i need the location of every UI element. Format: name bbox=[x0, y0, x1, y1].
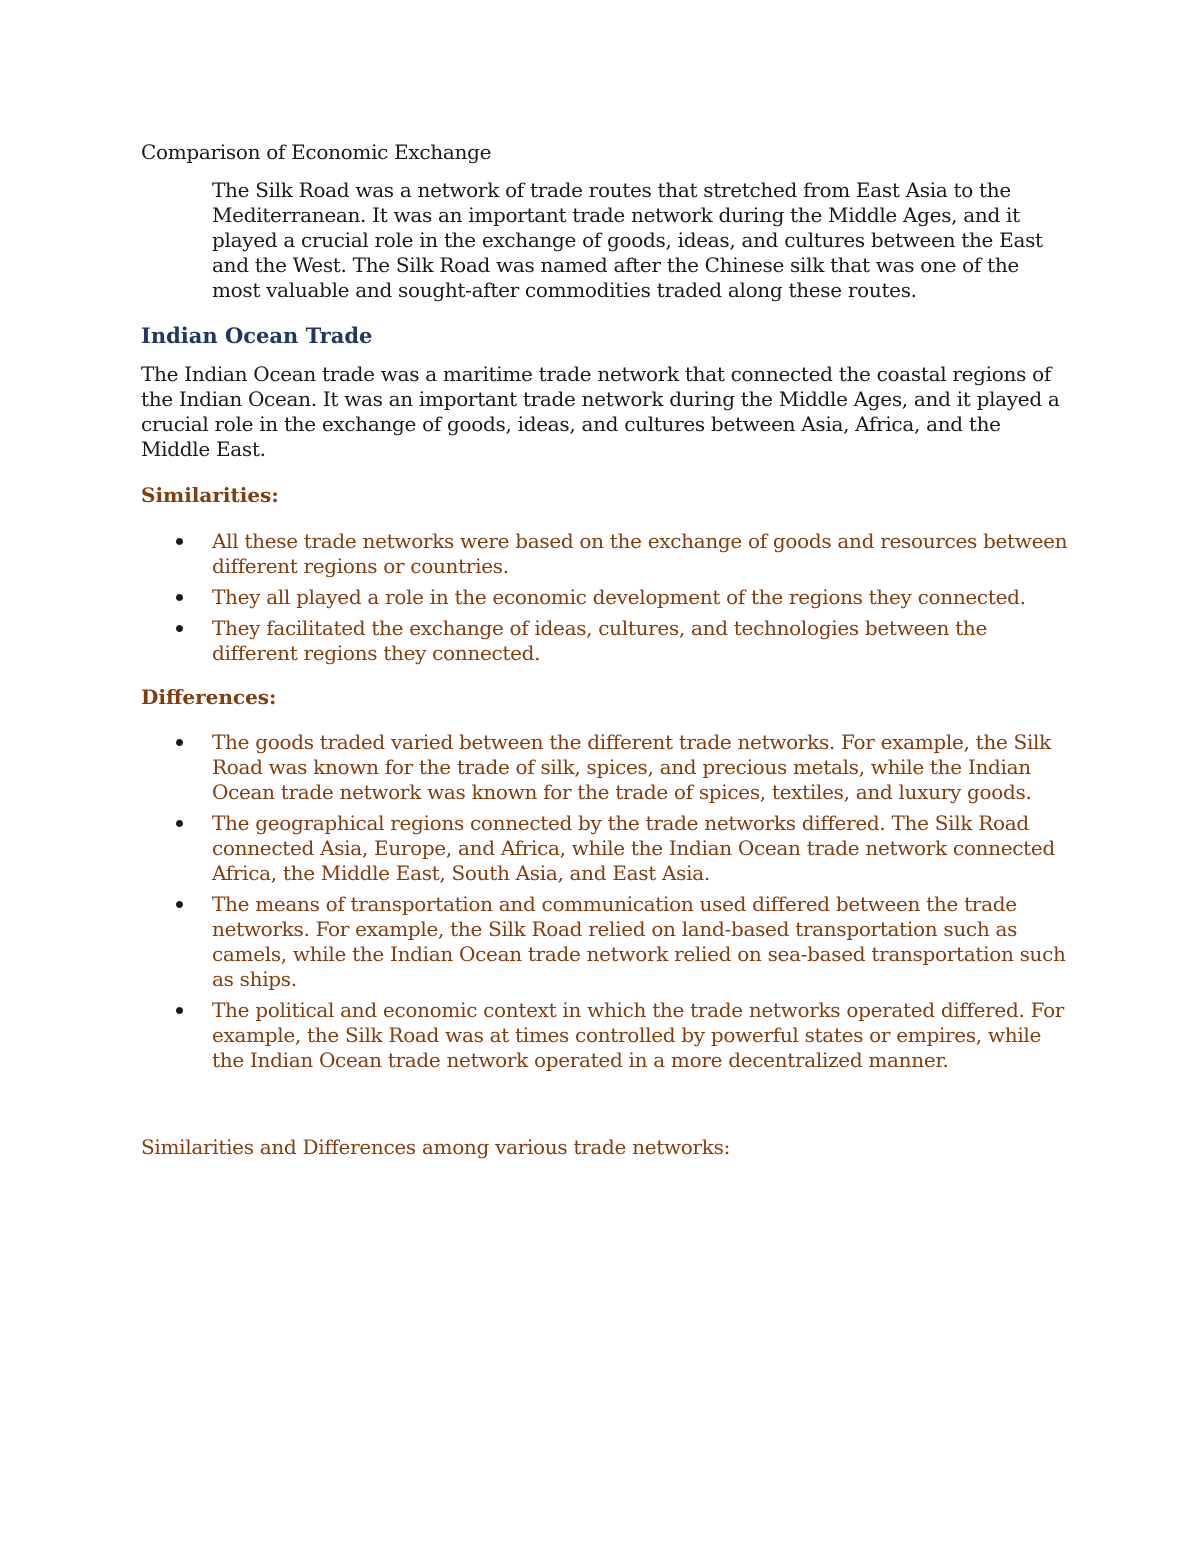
bullet-icon bbox=[176, 820, 183, 827]
differences-heading: Differences: bbox=[141, 685, 277, 709]
differences-item-text: The goods traded varied between the different trade networks. For example, the Silk Road was known for the trade of silk, spices, and precious metals, while the Indian Ocean trade network was known for the trade of spices, textiles, and luxury goods. bbox=[212, 730, 1051, 804]
similarities-heading: Similarities: bbox=[141, 483, 279, 507]
document-title: Comparison of Economic Exchange bbox=[141, 140, 492, 164]
indian-ocean-trade-paragraph: The Indian Ocean trade was a maritime trade network that connected the coastal regions of the Indian Ocean. It was an important trade network during the Middle Ages, and it played a crucial role in the exchange of goods, ideas, and cultures between Asia, Africa, and the Middle East. bbox=[141, 362, 1060, 461]
similarities-list-item bbox=[141, 585, 1071, 610]
similarities-list-item bbox=[141, 616, 1071, 666]
differences-list-item bbox=[141, 892, 1071, 992]
similarities-list bbox=[141, 529, 1071, 672]
indian-ocean-trade-heading: Indian Ocean Trade bbox=[141, 323, 373, 348]
bullet-icon bbox=[176, 1007, 183, 1014]
differences-item-text: The means of transportation and communication used differed between the trade networks. For example, the Silk Road relied on land-based transportation such as camels, while the Indian Ocean trade network relied on sea-based transportation such as ships. bbox=[212, 892, 1066, 991]
similarities-list-item bbox=[141, 529, 1071, 579]
differences-list-item bbox=[141, 811, 1071, 886]
bullet-icon bbox=[176, 901, 183, 908]
bullet-icon bbox=[176, 594, 183, 601]
similarities-item-text: They all played a role in the economic development of the regions they connected. bbox=[212, 585, 1026, 609]
bullet-icon bbox=[176, 538, 183, 545]
differences-item-text: The geographical regions connected by the trade networks differed. The Silk Road connected Asia, Europe, and Africa, while the Indian Ocean trade network connected Africa, the Middle East, South Asia, and East Asia. bbox=[212, 811, 1055, 885]
closing-line: Similarities and Differences among various trade networks: bbox=[141, 1135, 731, 1159]
differences-list-item bbox=[141, 730, 1071, 805]
bullet-icon bbox=[176, 739, 183, 746]
differences-item-text: The political and economic context in which the trade networks operated differed. For example, the Silk Road was at times controlled by powerful states or empires, while the Indian Ocean trade network operated in a more decentralized manner. bbox=[212, 998, 1065, 1072]
silk-road-intro-paragraph: The Silk Road was a network of trade routes that stretched from East Asia to the Mediterranean. It was an important trade network during the Middle Ages, and it played a crucial role in the exchange of goods, ideas, and cultures between the East and the West. The Silk Road was named after the Chinese silk that was one of the most valuable and sought-after commodities traded along these routes. bbox=[212, 178, 1043, 302]
differences-list-item bbox=[141, 998, 1071, 1073]
bullet-icon bbox=[176, 625, 183, 632]
similarities-item-text: All these trade networks were based on the exchange of goods and resources between different regions or countries. bbox=[212, 529, 1068, 578]
differences-list bbox=[141, 730, 1071, 1079]
similarities-item-text: They facilitated the exchange of ideas, cultures, and technologies between the different regions they connected. bbox=[212, 616, 988, 665]
